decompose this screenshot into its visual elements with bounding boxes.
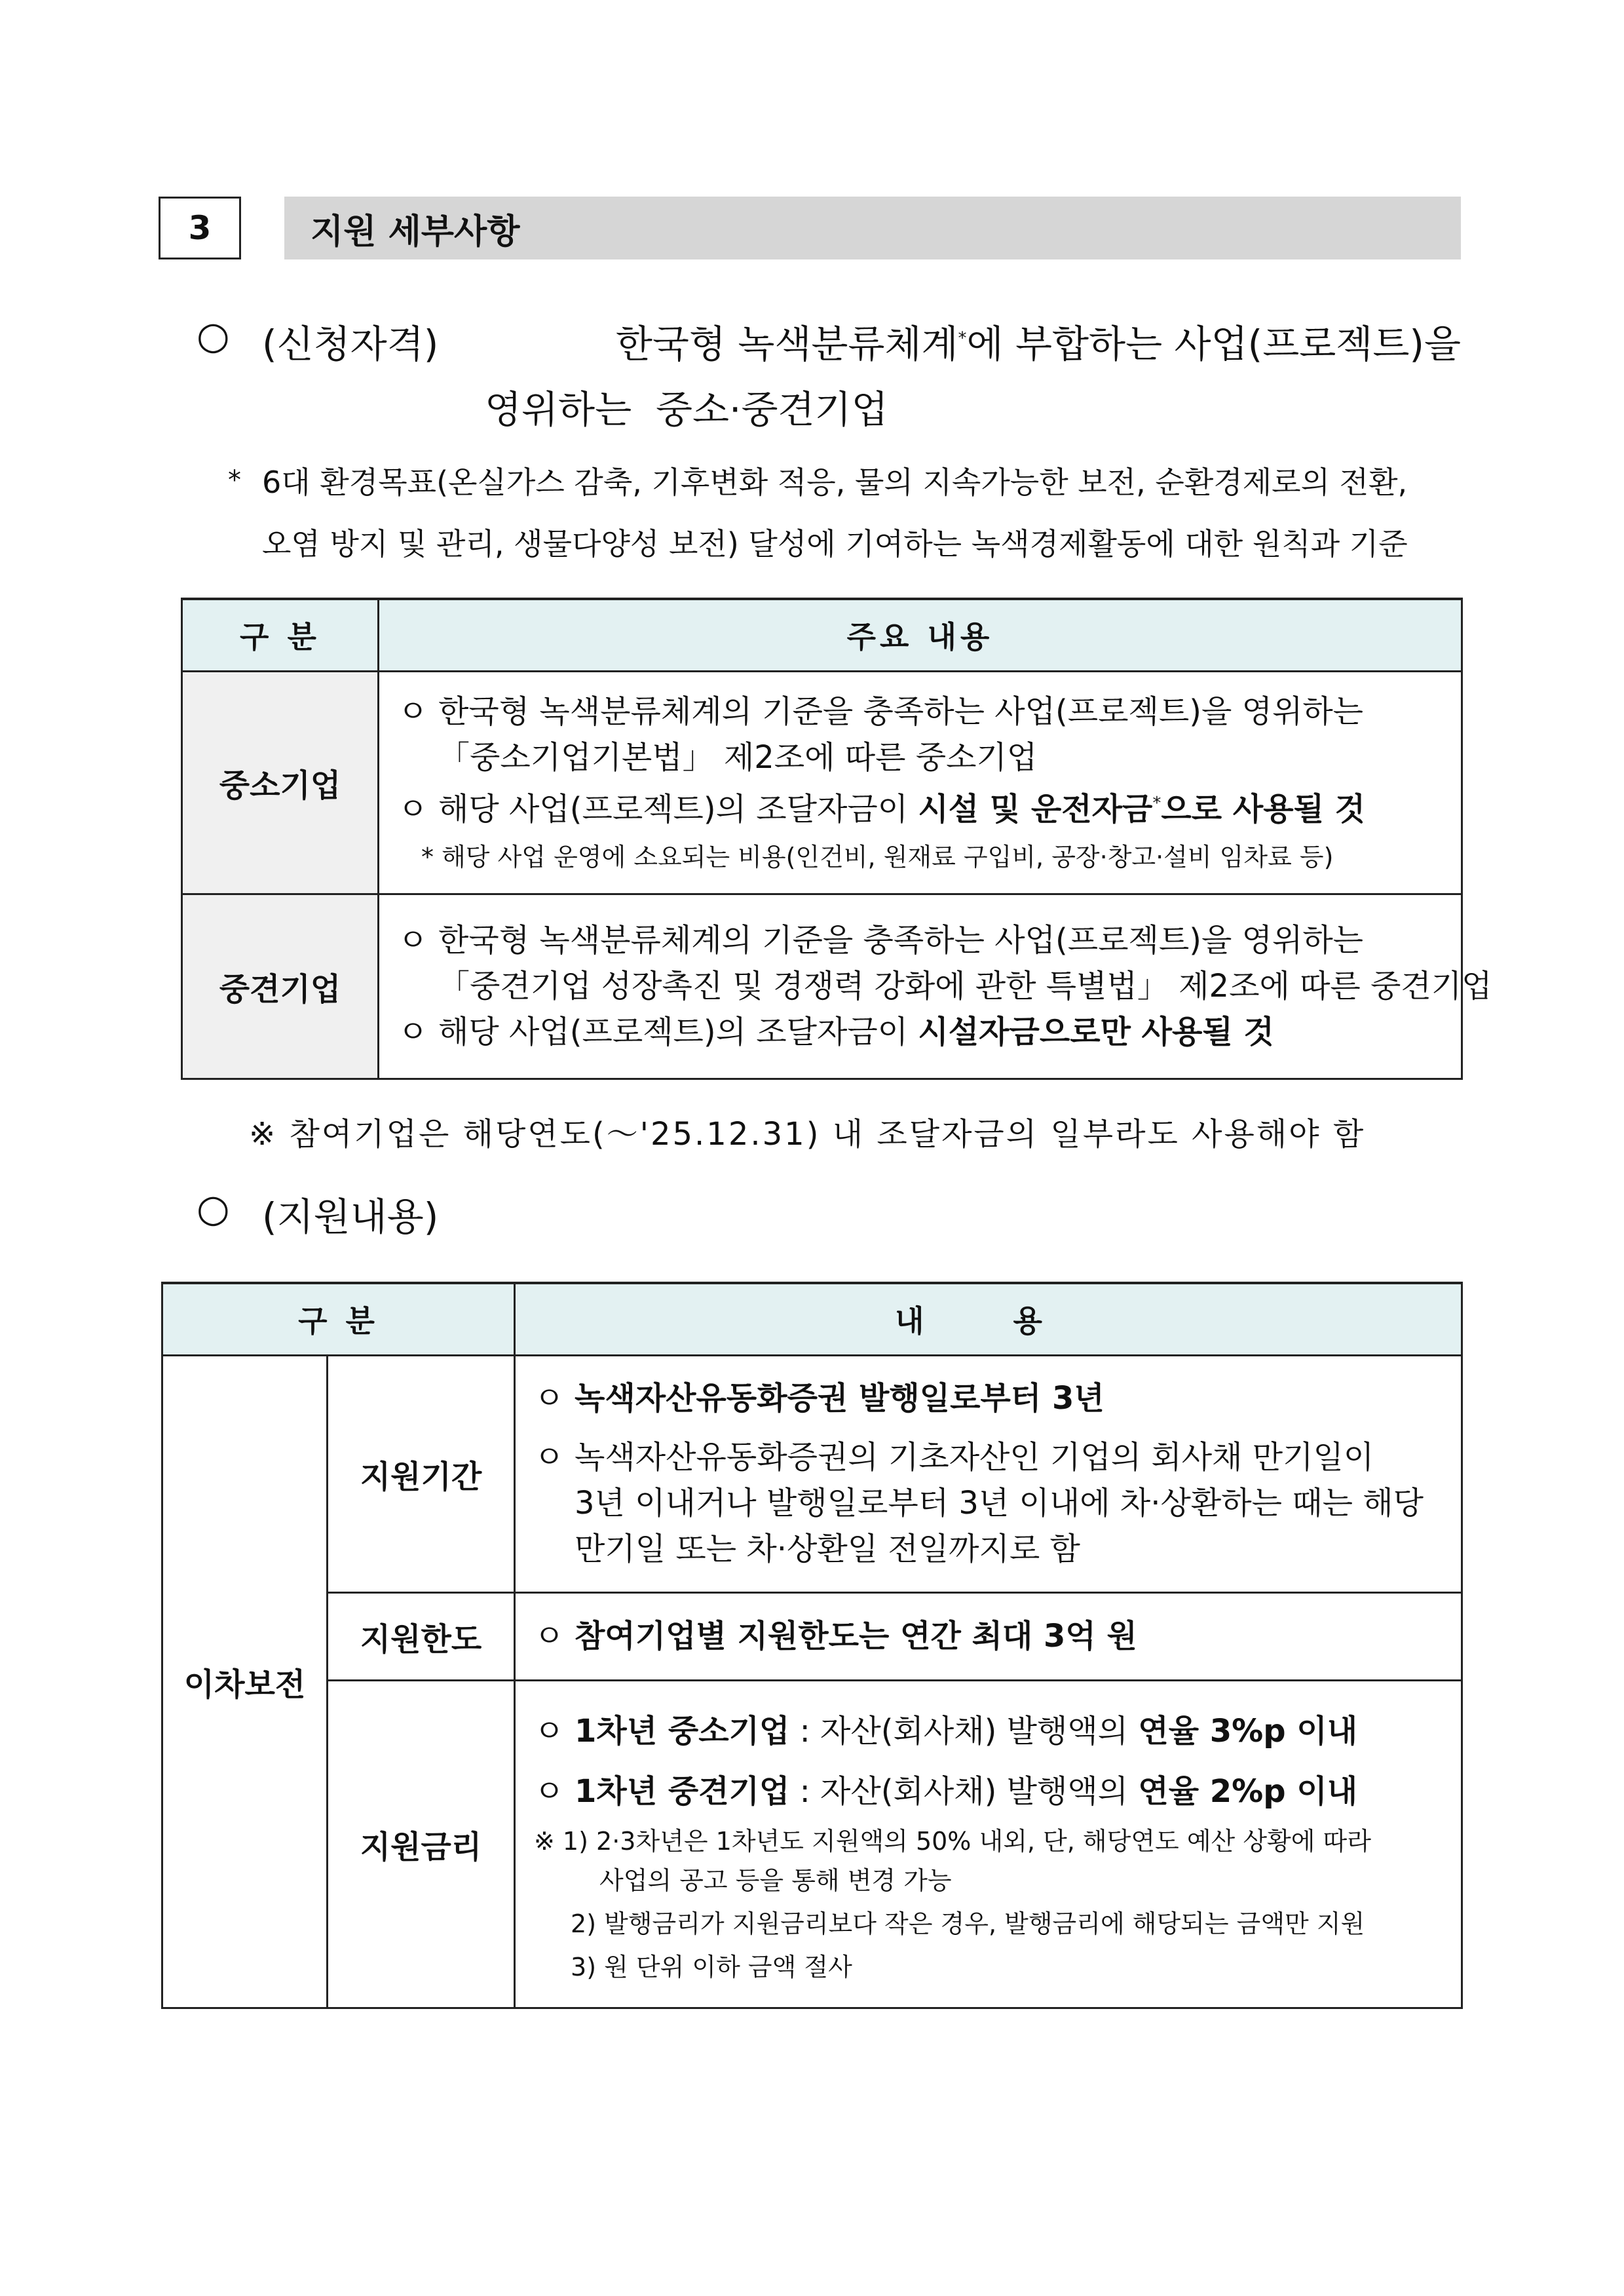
table1-header-category: 구 분: [182, 599, 379, 671]
eligibility-line1: [262, 313, 1461, 368]
table1-mid-label: 중견기업: [182, 894, 379, 1079]
table2-period-content: [515, 1355, 1462, 1592]
eligibility-table: [181, 598, 1492, 1080]
support-content-label: (지원내용): [262, 1195, 439, 1239]
table2-header-content: 내 용: [515, 1283, 1462, 1355]
table1-sme-bullet2: ㅇ 해당 사업(프로젝트)의 조달자금이 시설 및 운전자금*으로 사용될 것: [398, 790, 1366, 828]
table1-mid-bullet1-line1: ㅇ 한국형 녹색분류체계의 기준을 충족하는 사업(프로젝트)을 영위하는: [398, 922, 1364, 959]
table2-period-bullet2-line1: ㅇ 녹색자산유동화증권의 기초자산인 기업의 회사채 만기일이: [534, 1439, 1374, 1476]
table1-header-content: 주요 내용: [379, 599, 1462, 671]
table1-sme-note: * 해당 사업 운영에 소요되는 비용(인건비, 원재료 구입비, 공장·창고·설비 임차료 등): [421, 842, 1334, 871]
table1-mid-content: [379, 894, 1492, 1079]
table2-rate-bullet2: ㅇ 1차년 중견기업 : 자산(회사채) 발행액의 연율 2%p 이내: [534, 1773, 1358, 1810]
table1-sme-bullet1-line1: ㅇ 한국형 녹색분류체계의 기준을 충족하는 사업(프로젝트)을 영위하는: [398, 693, 1364, 730]
table2-rate-note3: 3) 원 단위 이하 금액 절사: [571, 1953, 852, 1981]
table2-limit-content: [515, 1592, 1462, 1680]
eligibility-label: (신청자격): [262, 322, 439, 366]
table1-mid-bullet1-line2: 「중견기업 성장촉진 및 경쟁력 강화에 관한 특별법」 제2조에 따른 중견기업: [438, 968, 1492, 1004]
table2-group-label: 이차보전: [162, 1355, 328, 2008]
table2-rate-note2: 2) 발행금리가 지원금리보다 작은 경우, 발행금리에 해당되는 금액만 지원: [571, 1909, 1365, 1938]
section-number: 3: [159, 197, 241, 259]
table2-limit-label: 지원한도: [328, 1592, 515, 1680]
eligibility-line1-text: 한국형 녹색분류체계*에 부합하는 사업(프로젝트)을: [615, 322, 1461, 366]
eligibility-line2: 영위하는 중소·중견기업: [485, 387, 888, 432]
table2-period-label: 지원기간: [328, 1355, 515, 1592]
table1-sme-label: 중소기업: [182, 671, 379, 894]
support-content-bullet: ○: [197, 1186, 230, 1231]
table1-mid-bullet2: ㅇ 해당 사업(프로젝트)의 조달자금이 시설자금으로만 사용될 것: [398, 1014, 1274, 1050]
eligibility-note-star: *: [228, 465, 241, 495]
table2-period-bullet2-line3: 만기일 또는 차·상환일 전일까지로 함: [575, 1531, 1080, 1567]
eligibility-note-line1: 6대 환경목표(온실가스 감축, 기후변화 적응, 물의 지속가능한 보전, 순환경제로의 전환,: [262, 465, 1408, 500]
table2-rate-bullet1: ㅇ 1차년 중소기업 : 자산(회사채) 발행액의 연율 3%p 이내: [534, 1713, 1358, 1750]
reference-note: ※ 참여기업은 해당연도(～'25.12.31) 내 조달자금의 일부라도 사용해야 함: [249, 1116, 1366, 1153]
section-title-text: 지원 세부사항: [311, 212, 520, 252]
table2-period-bullet1: ㅇ 녹색자산유동화증권 발행일로부터 3년: [534, 1380, 1105, 1417]
eligibility-note-line2: 오염 방지 및 관리, 생물다양성 보전) 달성에 기여하는 녹색경제활동에 대한 원칙과 기준: [262, 526, 1408, 562]
table2-rate-content: [515, 1680, 1462, 2008]
table2-rate-note1-line2: 사업의 공고 등을 통해 변경 가능: [599, 1866, 952, 1895]
table2-rate-label: 지원금리: [328, 1680, 515, 2008]
table1-sme-bullet1-line2: 「중소기업기본법」 제2조에 따른 중소기업: [438, 738, 1038, 776]
table2-header-category: 구 분: [162, 1283, 515, 1355]
section-title: [284, 197, 1461, 259]
table2-period-bullet2-line2: 3년 이내거나 발행일로부터 3년 이내에 차·상환하는 때는 해당: [575, 1485, 1424, 1521]
table1-sme-content: [379, 671, 1462, 894]
table2-rate-note1-line1: ※ 1) 2·3차년은 1차년도 지원액의 50% 내외, 단, 해당연도 예산 상황에 따라: [534, 1827, 1371, 1856]
table2-limit-bullet1: ㅇ 참여기업별 지원한도는 연간 최대 3억 원: [534, 1618, 1137, 1655]
eligibility-bullet: ○: [197, 313, 230, 358]
support-table: [161, 1282, 1463, 2009]
